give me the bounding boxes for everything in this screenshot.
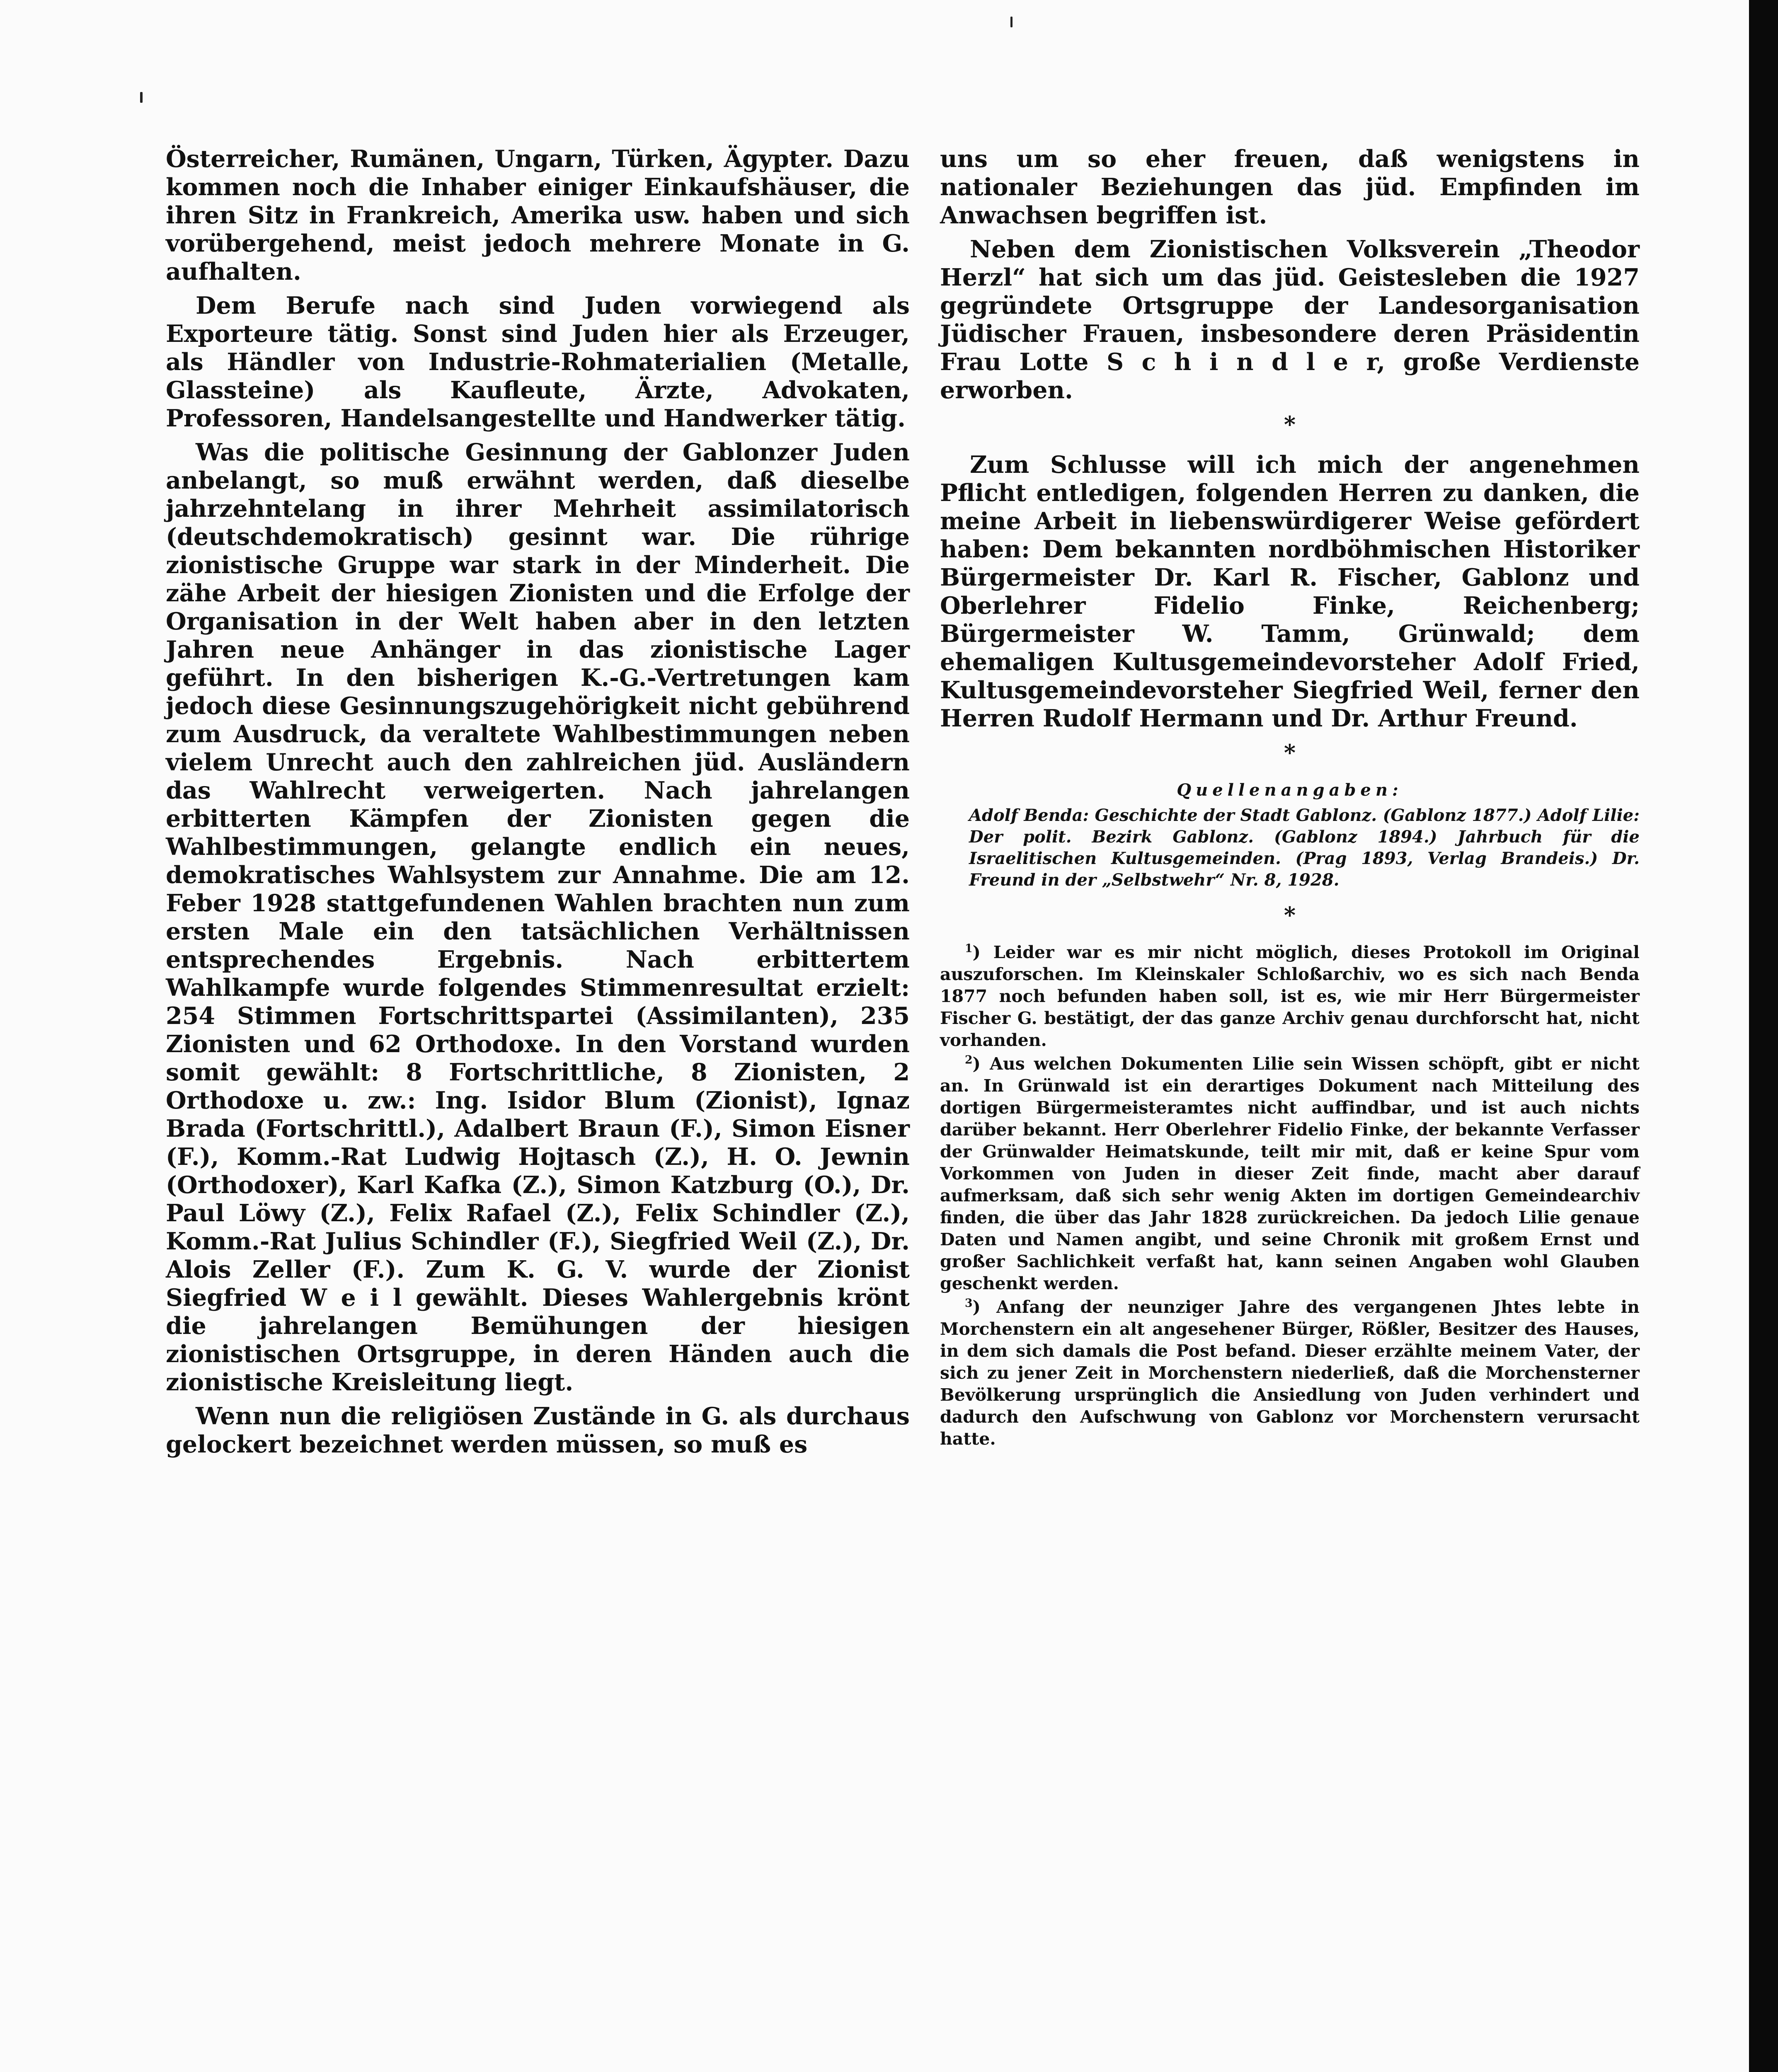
sources-heading: Quellenangaben: [1177, 780, 1403, 800]
acknowledgements-paragraph: Zum Schlusse will ich mich der angenehmen Pflicht entledigen, folgenden Herren zu danken, die meine Arbeit in liebenswürdigerer Weise gefördert haben: Dem bekannten nordböhmischen Historiker Bürgermeister Dr. Karl R. Fischer, Gablonz und Oberlehrer Fidelio Finke, Reichenberg; Bürgermeister W. Tamm, Grünwald; dem ehemaligen Kultusgemeindevorsteher Adolf Fried, Kultusgemeindevorsteher Siegfried Weil, ferner den Herren Rudolf Hermann und Dr. Arthur Freund. [940, 451, 1640, 732]
footnote-text: ) Leider war es mir nicht möglich, dieses Protokoll im Original auszuforschen. Im Kleinskaler Schloßarchiv, wo es sich nach Benda 1877 noch befunden haben soll, ist es, wie mir Herr Bürgermeister Fischer G. bestätigt, der das ganze Archiv genau durchforscht hat, nicht vorhanden. [940, 942, 1640, 1050]
body-paragraph: Wenn nun die religiösen Zustände in G. als durchaus gelockert bezeichnet werden müssen, so muß es [166, 1402, 910, 1458]
scan-speck [140, 92, 143, 103]
body-paragraph: uns um so eher freuen, daß wenigstens in nationaler Beziehungen das jüd. Empfinden im Anwachsen begriffen ist. [940, 145, 1640, 229]
footnote [940, 942, 1640, 1051]
body-paragraph: Dem Berufe nach sind Juden vorwiegend als Exporteure tätig. Sonst sind Juden hier als Erzeuger, als Händler von Industrie-Rohmaterialien (Metalle, Glassteine) als Kaufleute, Ärzte, Advokaten, Professoren, Handelsangestellte und Handwerker tätig. [166, 292, 910, 432]
section-separator: * [1284, 739, 1296, 766]
sources-list: Adolf Benda: Geschichte der Stadt Gablonz. (Gablonz 1877.) Adolf Lilie: Der polit. Bezirk Gablonz. (Gablonz 1894.) Jahrbuch für die Israelitischen Kultusgemeinden. (Prag 1893, Verlag Brandeis.) Dr. Freund in der „Selbstwehr“ Nr. 8, 1928. [969, 806, 1640, 890]
footnote-mark: 1 [965, 942, 973, 955]
body-paragraph: Neben dem Zionistischen Volksverein „Theodor Herzl“ hat sich um das jüd. Geistesleben die 1927 gegründete Ortsgruppe der Landesorganisation Jüdischer Frauen, insbesondere deren Präsidentin Frau Lotte S c h i n d l e r, große Verdienste erworben. [940, 235, 1640, 404]
body-paragraph: Was die politische Gesinnung der Gablonzer Juden anbelangt, so muß erwähnt werden, daß dieselbe jahrzehntelang in ihrer Mehrheit assimilatorisch (deutschdemokratisch) gesinnt war. Die rührige zionistische Gruppe war stark in der Minderheit. Die zähe Arbeit der hiesigen Zionisten und die Erfolge der Organisation in der Welt haben aber in den letzten Jahren neue Anhänger in das zionistische Lager geführt. In den bisherigen K.-G.-Vertretungen kam jedoch diese Gesinnungszugehörigkeit nicht gebührend zum Ausdruck, da veraltete Wahlbestimmungen neben vielem Unrecht auch den zahlreichen jüd. Ausländern das Wahlrecht verweigerten. Nach jahrelangen erbitterten Kämpfen der Zionisten gegen die Wahlbestimmungen, gelangte endlich ein neues, demokratisches Wahlsystem zur Annahme. Die am 12. Feber 1928 stattgefundenen Wahlen brachten nun zum ersten Male ein den tatsächlichen Verhältnissen entsprechendes Ergebnis. Nach erbittertem Wahlkampfe wurde folgendes Stimmenresultat erzielt: 254 Stimmen Fortschrittspartei (Assimilanten), 235 Zionisten und 62 Orthodoxe. In den Vorstand wurden somit gewählt: 8 Fortschrittliche, 8 Zionisten, 2 Orthodoxe u. zw.: Ing. Isidor Blum (Zionist), Ignaz Brada (Fortschrittl.), Adalbert Braun (F.), Simon Eisner (F.), Komm.-Rat Ludwig Hojtasch (Z.), H. O. Jewnin (Orthodoxer), Karl Kafka (Z.), Simon Katzburg (O.), Dr. Paul Löwy (Z.), Felix Rafael (Z.), Felix Schindler (Z.), Komm.-Rat Julius Schindler (F.), Siegfried Weil (Z.), Dr. Alois Zeller (F.). Zum K. G. V. wurde der Zionist Siegfried W e i l gewählt. Dieses Wahlergebnis krönt die jahrelangen Bemühungen der hiesigen zionistischen Ortsgruppe, in deren Händen auch die zionistische Kreisleitung liegt. [166, 438, 910, 1396]
scan-speck [1010, 17, 1013, 27]
footnote [940, 1296, 1640, 1450]
footnote-text: ) Aus welchen Dokumenten Lilie sein Wissen schöpft, gibt er nicht an. In Grünwald ist ein derartiges Dokument nach Mitteilung des dortigen Bürgermeisteramtes nicht auffindbar, und ist auch nichts darüber bekannt. Herr Oberlehrer Fidelio Finke, der bekannte Verfasser der Grünwalder Heimatskunde, teilt mir mit, daß er keine Spur vom Vorkommen von Juden in dieser Zeit finde, macht aber darauf aufmerksam, daß sich sehr wenig Akten im dortigen Gemeindearchiv finden, die über das Jahr 1828 zurückreichen. Da jedoch Lilie genaue Daten und Namen angibt, und seine Chronik mit großem Ernst und großer Sachlichkeit verfaßt hat, kann seinen Angaben wohl Glauben geschenkt werden. [940, 1054, 1640, 1293]
section-separator: * [1284, 411, 1296, 438]
left-column [166, 145, 910, 1464]
footnote-mark: 2 [965, 1053, 973, 1067]
section-separator: * [1284, 902, 1296, 928]
footnote-text: ) Anfang der neunziger Jahre des vergangenen Jhtes lebte in Morchenstern ein alt angesehener Bürger, Rößler, Besitzer des Hauses, in dem sich damals die Post befand. Dieser erzählte meinem Vater, der sich zu jener Zeit in Morchenstern niederließ, daß die Morchensterner Bevölkerung ursprünglich die Ansiedlung von Juden verhindert und dadurch den Aufschwung von Gablonz vor Morchenstern verursacht hatte. [940, 1297, 1640, 1449]
footnote [940, 1053, 1640, 1295]
footnote-mark: 3 [965, 1297, 973, 1310]
right-column [940, 145, 1640, 1452]
body-paragraph: Österreicher, Rumänen, Ungarn, Türken, Ägypter. Dazu kommen noch die Inhaber einiger Einkaufshäuser, die ihren Sitz in Frankreich, Amerika usw. haben und sich vorübergehend, meist jedoch mehrere Monate in G. aufhalten. [166, 145, 910, 286]
footnotes [940, 942, 1640, 1450]
scan-border [1749, 0, 1778, 2072]
